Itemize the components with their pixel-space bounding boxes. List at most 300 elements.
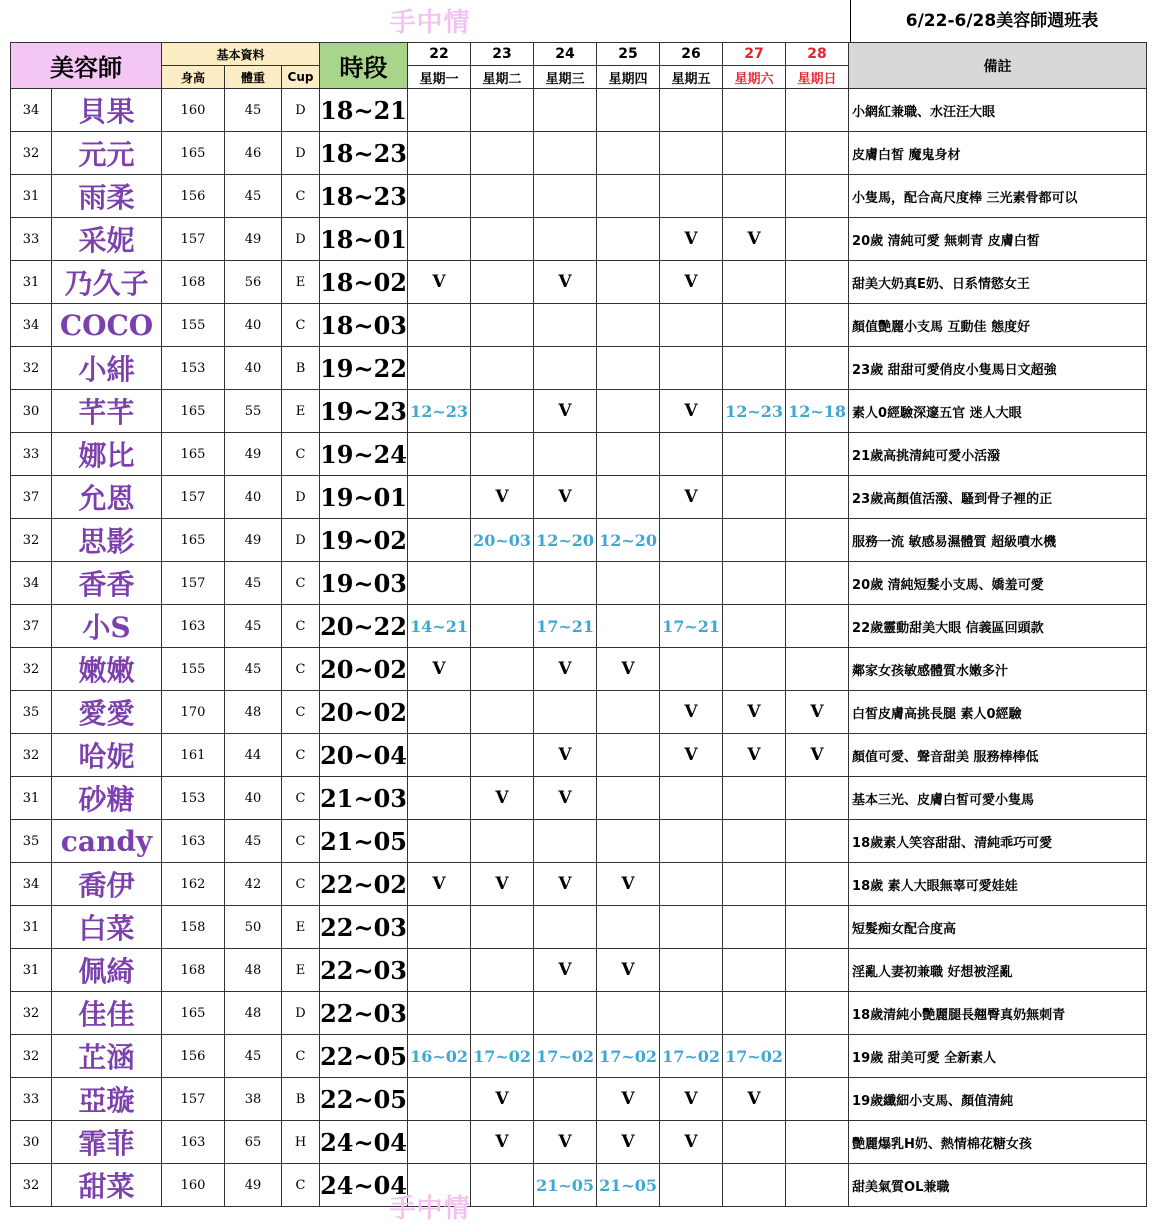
beautician-name: 佩綺 (52, 949, 162, 992)
cup-cell: B (282, 347, 320, 390)
note-cell: 服務一流 敏感易濕體質 超級噴水機 (849, 519, 1147, 562)
height-cell: 162 (162, 863, 225, 906)
weight-cell: 65 (225, 1121, 282, 1164)
note-cell: 基本三光、皮膚白皙可愛小隻馬 (849, 777, 1147, 820)
cup-cell: C (282, 1035, 320, 1078)
table-row (11, 863, 1147, 906)
age-cell: 31 (11, 777, 52, 820)
table-row (11, 1035, 1147, 1078)
day-cell (723, 304, 786, 347)
day-cell (597, 433, 660, 476)
day-cell (597, 562, 660, 605)
table-row (11, 347, 1147, 390)
day-cell (471, 906, 534, 949)
day-cell (660, 89, 723, 132)
table-row (11, 820, 1147, 863)
header-cup: Cup (282, 66, 320, 89)
table-row (11, 304, 1147, 347)
height-cell: 160 (162, 89, 225, 132)
time-slot: 18~23 (320, 175, 408, 218)
note-cell: 短髮痴女配合度高 (849, 906, 1147, 949)
day-cell (660, 304, 723, 347)
weight-cell: 49 (225, 433, 282, 476)
day-cell (660, 175, 723, 218)
age-cell: 31 (11, 949, 52, 992)
day-cell: 12~18 (786, 390, 849, 433)
day-cell (597, 820, 660, 863)
cup-cell: E (282, 261, 320, 304)
beautician-name: 芊芊 (52, 390, 162, 433)
weight-cell: 40 (225, 304, 282, 347)
day-cell: V (534, 1121, 597, 1164)
beautician-name: 雨柔 (52, 175, 162, 218)
day-cell (660, 519, 723, 562)
header-date: 24 (534, 43, 597, 66)
day-cell: V (660, 390, 723, 433)
day-cell (723, 261, 786, 304)
note-cell: 素人0經驗深邃五官 迷人大眼 (849, 390, 1147, 433)
day-cell (408, 1121, 471, 1164)
weight-cell: 45 (225, 820, 282, 863)
beautician-name: 愛愛 (52, 691, 162, 734)
height-cell: 161 (162, 734, 225, 777)
note-cell: 18歲清純小艷麗腿長翹臀真奶無刺青 (849, 992, 1147, 1035)
day-cell (471, 175, 534, 218)
beautician-name: 元元 (52, 132, 162, 175)
day-cell (786, 992, 849, 1035)
day-cell (660, 820, 723, 863)
height-cell: 163 (162, 1121, 225, 1164)
height-cell: 163 (162, 820, 225, 863)
beautician-name: 小緋 (52, 347, 162, 390)
day-cell: V (534, 476, 597, 519)
age-cell: 31 (11, 261, 52, 304)
weight-cell: 46 (225, 132, 282, 175)
day-cell: V (660, 476, 723, 519)
day-cell (471, 218, 534, 261)
note-cell: 20歲 清純短髮小支馬、嬌羞可愛 (849, 562, 1147, 605)
cup-cell: C (282, 1164, 320, 1207)
height-cell: 157 (162, 476, 225, 519)
day-cell (786, 476, 849, 519)
day-cell: V (723, 218, 786, 261)
header-name: 美容師 (11, 43, 162, 89)
weight-cell: 44 (225, 734, 282, 777)
watermark-top: 手中情 (389, 8, 471, 38)
day-cell: V (471, 1121, 534, 1164)
beautician-name: 貝果 (52, 89, 162, 132)
day-cell: V (471, 863, 534, 906)
table-row (11, 691, 1147, 734)
day-cell (786, 175, 849, 218)
table-row (11, 132, 1147, 175)
day-cell (723, 519, 786, 562)
day-cell: V (723, 1078, 786, 1121)
day-cell (597, 992, 660, 1035)
time-slot: 24~04 (320, 1121, 408, 1164)
height-cell: 158 (162, 906, 225, 949)
note-cell: 23歲高顏值活潑、騷到骨子裡的正 (849, 476, 1147, 519)
day-cell (723, 1121, 786, 1164)
table-row (11, 476, 1147, 519)
day-cell: 17~02 (597, 1035, 660, 1078)
day-cell (723, 476, 786, 519)
day-cell (471, 390, 534, 433)
day-cell (534, 304, 597, 347)
day-cell (597, 304, 660, 347)
beautician-name: 小S (52, 605, 162, 648)
day-cell (534, 1078, 597, 1121)
time-slot: 21~05 (320, 820, 408, 863)
height-cell: 160 (162, 1164, 225, 1207)
day-cell: V (597, 648, 660, 691)
age-cell: 33 (11, 433, 52, 476)
weight-cell: 38 (225, 1078, 282, 1121)
header-note: 備註 (849, 43, 1147, 89)
day-cell (471, 734, 534, 777)
day-cell (597, 390, 660, 433)
day-cell (408, 476, 471, 519)
beautician-name: 芷涵 (52, 1035, 162, 1078)
day-cell (408, 992, 471, 1035)
day-cell: 12~20 (534, 519, 597, 562)
time-slot: 22~03 (320, 906, 408, 949)
note-cell: 21歲高挑清純可愛小活潑 (849, 433, 1147, 476)
height-cell: 165 (162, 992, 225, 1035)
age-cell: 32 (11, 992, 52, 1035)
table-row (11, 433, 1147, 476)
day-cell (534, 992, 597, 1035)
weight-cell: 49 (225, 519, 282, 562)
height-cell: 157 (162, 562, 225, 605)
cup-cell: E (282, 949, 320, 992)
header-date: 22 (408, 43, 471, 66)
header-date: 28 (786, 43, 849, 66)
weight-cell: 45 (225, 562, 282, 605)
day-cell (786, 949, 849, 992)
day-cell: V (408, 261, 471, 304)
beautician-name: 采妮 (52, 218, 162, 261)
header-weekday: 星期二 (471, 66, 534, 89)
day-cell (471, 304, 534, 347)
time-slot: 19~24 (320, 433, 408, 476)
beautician-name: 白菜 (52, 906, 162, 949)
day-cell (408, 562, 471, 605)
beautician-name: 亞璇 (52, 1078, 162, 1121)
weight-cell: 56 (225, 261, 282, 304)
day-cell (723, 906, 786, 949)
day-cell (723, 648, 786, 691)
table-row (11, 562, 1147, 605)
day-cell (408, 691, 471, 734)
beautician-name: 喬伊 (52, 863, 162, 906)
height-cell: 165 (162, 519, 225, 562)
day-cell (471, 1164, 534, 1207)
note-cell: 艷麗爆乳H奶、熱情棉花糖女孩 (849, 1121, 1147, 1164)
table-row (11, 519, 1147, 562)
day-cell (534, 347, 597, 390)
day-cell: V (597, 1121, 660, 1164)
age-cell: 37 (11, 476, 52, 519)
day-cell (786, 132, 849, 175)
day-cell (786, 261, 849, 304)
day-cell (786, 304, 849, 347)
header-date: 23 (471, 43, 534, 66)
cup-cell: D (282, 132, 320, 175)
day-cell (786, 605, 849, 648)
table-row (11, 992, 1147, 1035)
day-cell (471, 949, 534, 992)
day-cell (471, 89, 534, 132)
day-cell (408, 519, 471, 562)
cup-cell: C (282, 863, 320, 906)
day-cell (723, 562, 786, 605)
day-cell (660, 132, 723, 175)
table-row (11, 218, 1147, 261)
cup-cell: D (282, 89, 320, 132)
day-cell: 17~02 (471, 1035, 534, 1078)
title-divider (850, 0, 851, 42)
week-title: 6/22-6/28美容師週班表 (905, 11, 1099, 31)
day-cell (597, 218, 660, 261)
height-cell: 157 (162, 218, 225, 261)
day-cell (723, 949, 786, 992)
day-cell (786, 347, 849, 390)
cup-cell: C (282, 433, 320, 476)
day-cell (408, 820, 471, 863)
day-cell: 14~21 (408, 605, 471, 648)
note-cell: 19歲纖細小支馬、顏值清純 (849, 1078, 1147, 1121)
day-cell: V (534, 648, 597, 691)
day-cell: 17~02 (534, 1035, 597, 1078)
age-cell: 33 (11, 1078, 52, 1121)
table-row (11, 777, 1147, 820)
cup-cell: C (282, 562, 320, 605)
day-cell (471, 132, 534, 175)
cup-cell: D (282, 218, 320, 261)
day-cell (660, 949, 723, 992)
age-cell: 32 (11, 347, 52, 390)
header-time: 時段 (320, 43, 408, 89)
day-cell: V (597, 949, 660, 992)
height-cell: 170 (162, 691, 225, 734)
day-cell (471, 691, 534, 734)
header-weight: 體重 (225, 66, 282, 89)
beautician-name: COCO (52, 304, 162, 347)
age-cell: 30 (11, 1121, 52, 1164)
day-cell (723, 89, 786, 132)
header-weekday: 星期日 (786, 66, 849, 89)
height-cell: 157 (162, 1078, 225, 1121)
age-cell: 34 (11, 562, 52, 605)
day-cell (408, 304, 471, 347)
day-cell (786, 562, 849, 605)
day-cell (597, 261, 660, 304)
table-row (11, 390, 1147, 433)
day-cell: V (471, 1078, 534, 1121)
day-cell (660, 777, 723, 820)
note-cell: 18歲素人笑容甜甜、清純乖巧可愛 (849, 820, 1147, 863)
height-cell: 155 (162, 304, 225, 347)
cup-cell: D (282, 519, 320, 562)
day-cell (786, 906, 849, 949)
note-cell: 甜美大奶真E奶、日系情慾女王 (849, 261, 1147, 304)
time-slot: 22~03 (320, 949, 408, 992)
header-weekday: 星期三 (534, 66, 597, 89)
weight-cell: 45 (225, 648, 282, 691)
day-cell (408, 175, 471, 218)
day-cell: 12~23 (408, 390, 471, 433)
weight-cell: 50 (225, 906, 282, 949)
time-slot: 18~01 (320, 218, 408, 261)
beautician-name: 娜比 (52, 433, 162, 476)
cup-cell: C (282, 605, 320, 648)
day-cell: 17~02 (660, 1035, 723, 1078)
day-cell (597, 691, 660, 734)
beautician-name: 嫩嫩 (52, 648, 162, 691)
time-slot: 19~23 (320, 390, 408, 433)
weight-cell: 40 (225, 476, 282, 519)
cup-cell: C (282, 175, 320, 218)
note-cell: 23歲 甜甜可愛俏皮小隻馬日文超強 (849, 347, 1147, 390)
day-cell: V (786, 734, 849, 777)
time-slot: 18~21 (320, 89, 408, 132)
day-cell (534, 906, 597, 949)
day-cell (534, 175, 597, 218)
day-cell (786, 1035, 849, 1078)
table-row (11, 906, 1147, 949)
weight-cell: 42 (225, 863, 282, 906)
day-cell (723, 863, 786, 906)
day-cell (660, 1164, 723, 1207)
day-cell: V (534, 734, 597, 777)
day-cell (534, 218, 597, 261)
beautician-name: 佳佳 (52, 992, 162, 1035)
day-cell: V (660, 1078, 723, 1121)
day-cell (786, 1164, 849, 1207)
day-cell (786, 863, 849, 906)
day-cell (723, 132, 786, 175)
day-cell (786, 648, 849, 691)
table-row (11, 605, 1147, 648)
time-slot: 18~03 (320, 304, 408, 347)
height-cell: 168 (162, 949, 225, 992)
day-cell (597, 906, 660, 949)
age-cell: 32 (11, 1164, 52, 1207)
day-cell: 17~02 (723, 1035, 786, 1078)
day-cell: 12~20 (597, 519, 660, 562)
day-cell (597, 175, 660, 218)
time-slot: 18~23 (320, 132, 408, 175)
day-cell: V (786, 691, 849, 734)
time-slot: 22~05 (320, 1035, 408, 1078)
day-cell: 21~05 (534, 1164, 597, 1207)
time-slot: 18~02 (320, 261, 408, 304)
day-cell (660, 992, 723, 1035)
note-cell: 皮膚白皙 魔鬼身材 (849, 132, 1147, 175)
note-cell: 小網紅兼職、水汪汪大眼 (849, 89, 1147, 132)
header-row-1 (11, 43, 1147, 66)
day-cell: 17~21 (660, 605, 723, 648)
day-cell: V (660, 261, 723, 304)
day-cell (534, 691, 597, 734)
table-row (11, 89, 1147, 132)
day-cell (408, 433, 471, 476)
weight-cell: 49 (225, 1164, 282, 1207)
day-cell (597, 777, 660, 820)
time-slot: 22~05 (320, 1078, 408, 1121)
weight-cell: 40 (225, 777, 282, 820)
age-cell: 34 (11, 863, 52, 906)
height-cell: 165 (162, 390, 225, 433)
day-cell: 16~02 (408, 1035, 471, 1078)
day-cell (534, 433, 597, 476)
day-cell (471, 820, 534, 863)
note-cell: 甜美氣質OL兼職 (849, 1164, 1147, 1207)
table-row (11, 1121, 1147, 1164)
table-row (11, 1164, 1147, 1207)
note-cell: 鄰家女孩敏感體質水嫩多汁 (849, 648, 1147, 691)
table-row (11, 734, 1147, 777)
header-basic: 基本資料 (162, 43, 320, 66)
day-cell (723, 347, 786, 390)
day-cell (471, 992, 534, 1035)
day-cell: V (534, 777, 597, 820)
day-cell: V (534, 390, 597, 433)
height-cell: 153 (162, 347, 225, 390)
cup-cell: H (282, 1121, 320, 1164)
day-cell (723, 175, 786, 218)
day-cell: 12~23 (723, 390, 786, 433)
cup-cell: E (282, 906, 320, 949)
weight-cell: 48 (225, 691, 282, 734)
day-cell (660, 433, 723, 476)
day-cell (597, 476, 660, 519)
cup-cell: C (282, 691, 320, 734)
day-cell: 20~03 (471, 519, 534, 562)
day-cell (723, 433, 786, 476)
time-slot: 20~02 (320, 691, 408, 734)
day-cell: V (534, 863, 597, 906)
time-slot: 19~02 (320, 519, 408, 562)
day-cell (597, 89, 660, 132)
header-date: 27 (723, 43, 786, 66)
height-cell: 156 (162, 1035, 225, 1078)
day-cell: V (534, 949, 597, 992)
note-cell: 顏值可愛、聲音甜美 服務棒棒低 (849, 734, 1147, 777)
beautician-name: 霏菲 (52, 1121, 162, 1164)
time-slot: 20~04 (320, 734, 408, 777)
day-cell (408, 132, 471, 175)
day-cell (408, 347, 471, 390)
beautician-name: 哈妮 (52, 734, 162, 777)
weight-cell: 48 (225, 949, 282, 992)
day-cell (723, 1164, 786, 1207)
height-cell: 156 (162, 175, 225, 218)
table-row (11, 1078, 1147, 1121)
age-cell: 30 (11, 390, 52, 433)
day-cell: V (597, 863, 660, 906)
time-slot: 24~04 (320, 1164, 408, 1207)
day-cell (786, 1121, 849, 1164)
age-cell: 34 (11, 89, 52, 132)
cup-cell: C (282, 777, 320, 820)
height-cell: 165 (162, 433, 225, 476)
note-cell: 22歲靈動甜美大眼 信義區回頭款 (849, 605, 1147, 648)
table-row (11, 648, 1147, 691)
day-cell (786, 1078, 849, 1121)
day-cell (786, 433, 849, 476)
